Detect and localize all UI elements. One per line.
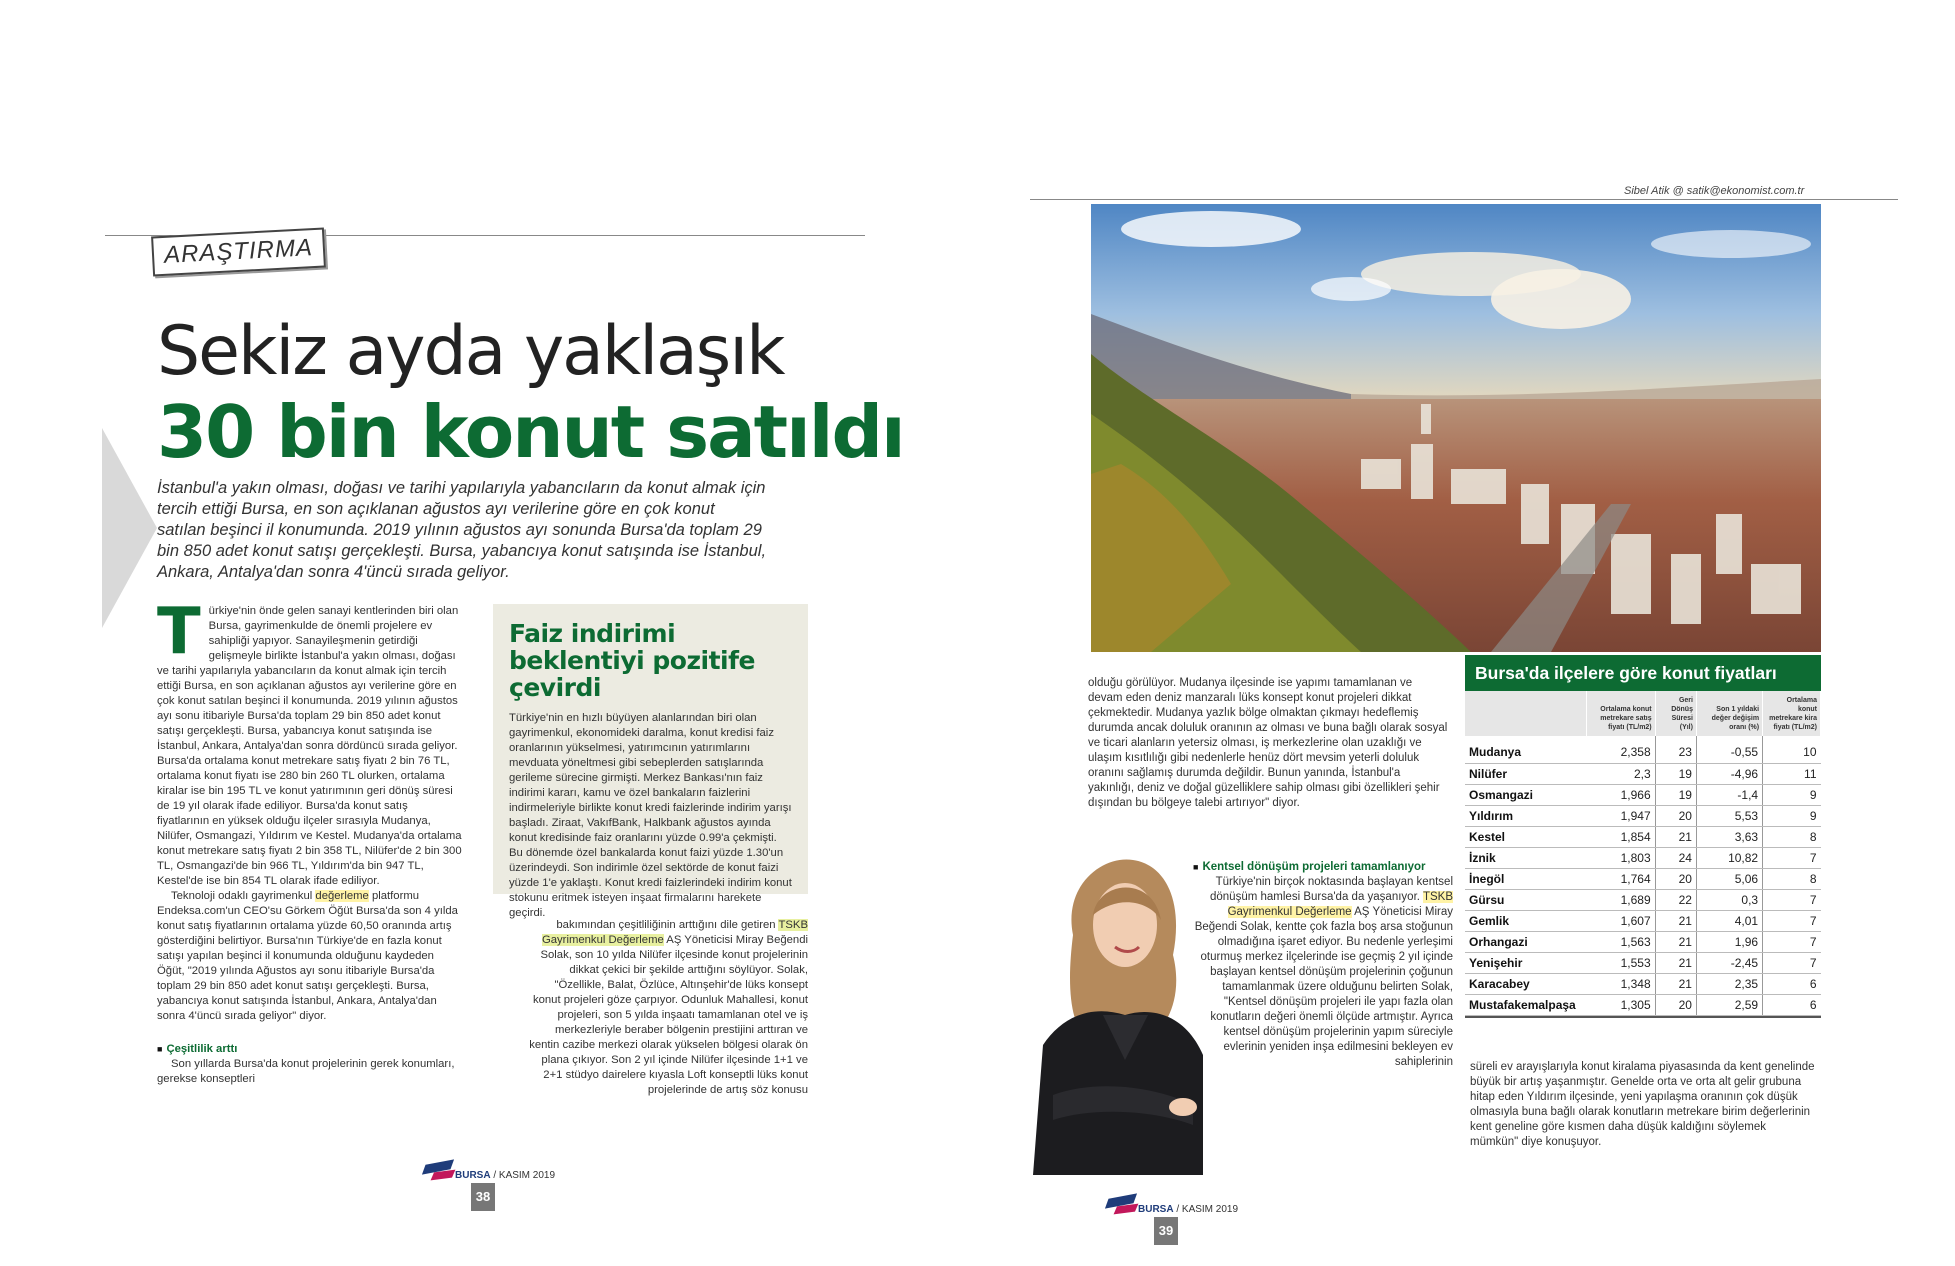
table-cell: 1,803 bbox=[1587, 847, 1655, 868]
table-cell: 23 bbox=[1655, 742, 1696, 763]
price-table bbox=[1465, 655, 1821, 1018]
table-cell: -4,96 bbox=[1696, 763, 1762, 784]
table-row bbox=[1465, 994, 1821, 1015]
highlighted-text: TSKB Gayrimenkul Değerleme bbox=[1227, 891, 1453, 918]
table-cell: 1,348 bbox=[1587, 973, 1655, 994]
header-divider bbox=[1030, 199, 1898, 200]
table-cell: 0,3 bbox=[1696, 889, 1762, 910]
table-cell: 1,966 bbox=[1587, 784, 1655, 805]
table-cell: 1,947 bbox=[1587, 805, 1655, 826]
table-cell: 9 bbox=[1763, 784, 1821, 805]
page-number: 39 bbox=[1154, 1217, 1178, 1245]
subheading: ■ Çeşitlilik arttı bbox=[157, 1042, 462, 1057]
district-name-cell: Gürsu bbox=[1465, 889, 1587, 910]
table-cell: 2,35 bbox=[1696, 973, 1762, 994]
table-cell: 6 bbox=[1763, 973, 1821, 994]
price-table-title: Bursa'da ilçelere göre konut fiyatları bbox=[1465, 655, 1821, 691]
table-cell: 2,358 bbox=[1587, 742, 1655, 763]
district-name-cell: Orhangazi bbox=[1465, 931, 1587, 952]
table-cell: 7 bbox=[1763, 952, 1821, 973]
headline-line-1: Sekiz ayda yaklaşık bbox=[157, 312, 784, 391]
table-cell: -2,45 bbox=[1696, 952, 1762, 973]
table-cell: 1,689 bbox=[1587, 889, 1655, 910]
table-cell: 1,854 bbox=[1587, 826, 1655, 847]
city-panorama-photo bbox=[1091, 204, 1821, 652]
table-cell: 7 bbox=[1763, 889, 1821, 910]
paragraph: Türkiye'nin birçok noktasında başlayan kentsel dönüşüm hamlesi Bursa'da da yaşanıyor. TSKB Gayrimenkul Değerleme AŞ Yöneticisi Miray Beğendi Solak, kentte çok fazla boş arsa stoğunun olmadığına işaret ediyor. Bu nedenle yerleşimi oturmuş merkez ilçelerinde ise geçmiş 2 yıl içinde başlayan kentsel dönüşüm projelerinin çoğunun tamamlanmak üzere olduğunu belirten Solak, "Kentsel dönüşüm projeleri ile yapı fazla olan konutların değeri önemli ölçüde artmıştır. Ayrıca kentsel dönüşüm projelerinin yapım süreciyle evlerinin yeniden inşa edilmesini bekleyen ev sahiplerinin bbox=[1194, 876, 1453, 1068]
table-cell: 10,82 bbox=[1696, 847, 1762, 868]
district-name-cell: Kestel bbox=[1465, 826, 1587, 847]
table-cell: 21 bbox=[1655, 931, 1696, 952]
table-row bbox=[1465, 826, 1821, 847]
table-row bbox=[1465, 889, 1821, 910]
headline-line-2: 30 bin konut satıldı bbox=[157, 390, 904, 474]
table-cell: 1,553 bbox=[1587, 952, 1655, 973]
table-cell: 6 bbox=[1763, 994, 1821, 1015]
article-column-right-2 bbox=[1193, 860, 1453, 1070]
article-column-1 bbox=[157, 595, 462, 1087]
table-cell: 20 bbox=[1655, 805, 1696, 826]
table-cell: 22 bbox=[1655, 889, 1696, 910]
table-cell: 19 bbox=[1655, 763, 1696, 784]
magazine-logo-icon bbox=[1108, 1192, 1138, 1218]
table-cell: 9 bbox=[1763, 805, 1821, 826]
district-name-cell: Yenişehir bbox=[1465, 952, 1587, 973]
table-cell: -0,55 bbox=[1696, 742, 1762, 763]
district-name-cell: İnegöl bbox=[1465, 868, 1587, 889]
district-name-cell: Karacabey bbox=[1465, 973, 1587, 994]
table-cell: 7 bbox=[1763, 847, 1821, 868]
table-row bbox=[1465, 931, 1821, 952]
table-cell: 10 bbox=[1763, 742, 1821, 763]
table-cell: 1,607 bbox=[1587, 910, 1655, 931]
table-row bbox=[1465, 805, 1821, 826]
table-header: Ortalama konut metrekare satış fiyatı (TL/m2) bbox=[1587, 691, 1655, 736]
table-cell: 2,3 bbox=[1587, 763, 1655, 784]
district-name-cell: Osmangazi bbox=[1465, 784, 1587, 805]
table-cell: 1,305 bbox=[1587, 994, 1655, 1015]
price-table-grid bbox=[1465, 691, 1821, 1016]
table-row bbox=[1465, 868, 1821, 889]
table-cell: 24 bbox=[1655, 847, 1696, 868]
portrait-photo bbox=[1033, 845, 1203, 1175]
district-name-cell: Mustafakemalpaşa bbox=[1465, 994, 1587, 1015]
district-name-cell: Nilüfer bbox=[1465, 763, 1587, 784]
table-row bbox=[1465, 973, 1821, 994]
table-header: Ortalama konut metrekare kira fiyatı (TL/m2) bbox=[1763, 691, 1821, 736]
sidebar-box-title: Faiz indirimi beklentiyi pozitife çevirdi bbox=[509, 619, 755, 702]
table-cell: 7 bbox=[1763, 910, 1821, 931]
table-cell: 2,59 bbox=[1696, 994, 1762, 1015]
table-cell: 7 bbox=[1763, 931, 1821, 952]
table-cell: 5,53 bbox=[1696, 805, 1762, 826]
table-cell: 5,06 bbox=[1696, 868, 1762, 889]
city-panorama-image bbox=[1091, 204, 1821, 652]
highlighted-text: değerleme bbox=[315, 890, 369, 902]
table-cell: 21 bbox=[1655, 952, 1696, 973]
table-cell: 19 bbox=[1655, 784, 1696, 805]
table-cell: -1,4 bbox=[1696, 784, 1762, 805]
woman-portrait-image bbox=[1033, 845, 1203, 1175]
article-column-2: bakımından çeşitliliğinin arttığını dile getiren TSKB Gayrimenkul Değerleme AŞ Yöneticisi Miray Beğendi Solak, son 10 yılda Nilüfer ilçesinde konut projelerinin dikkat çekici bir şekilde arttığını söylüyor. Solak, "Özellikle, Balat, Özlüce, Altınşehir'de lüks konsept konut projeleri göze çarpıyor. Odunluk Mahallesi, konut projeleri, son 5 yılda inşaatı tamamlanan otel ve iş merkezleriyle beraber bölgenin prestijini arttıran ve kentin cazibe merkezi olarak yükselen bölgesi olarak ön plana çıkıyor. Son 2 yıl içinde Nilüfer ilçesinde 1+1 ve 2+1 stüdyo dairelere kıyasla Loft konseptli lüks konut projelerinde de artış söz konusu bbox=[529, 919, 808, 1096]
drop-cap: T bbox=[157, 595, 201, 669]
article-lead: İstanbul'a yakın olması, doğası ve tarihi yapılarıyla yabancıların da konut almak için tercih ettiği Bursa, en son açıklanan ağustos ayı verilerine göre en çok konut satılan beşinci il konumunda. 2019 yılının ağustos ayı sonunda Bursa'da toplam 29 bin 850 adet konut satışı gerçekleşti. Bursa, yabancıya konut satışında ise İstanbul, Ankara, Antalya'dan sonra 4'üncü sırada geliyor. bbox=[157, 479, 767, 581]
district-name-cell: Yıldırım bbox=[1465, 805, 1587, 826]
paragraph: Son yıllarda Bursa'da konut projelerinin gerek konumları, gerekse konseptleri bbox=[157, 1058, 455, 1085]
section-tag: ARAŞTIRMA bbox=[151, 227, 326, 276]
table-cell: 4,01 bbox=[1696, 910, 1762, 931]
decorative-triangle bbox=[102, 428, 157, 628]
table-row bbox=[1465, 784, 1821, 805]
table-cell: 8 bbox=[1763, 868, 1821, 889]
paragraph: Teknoloji odaklı gayrimenkul değerleme platformu Endeksa.com'un CEO'su Görkem Öğüt Bursa'da son 4 yılda konut satış fiyatlarının ortalama yüzde 60,50 oranında artış gösterdiğini belirtiyor. Bursa'nın Türkiye'de en fazla konut satışı yapılan beşinci il konumunda olduğunu kaydeden Öğüt, "2019 yılında Ağustos ayı sonu itibariyle Bursa'da toplam 29 bin 850 adet konut satışı gerçekleşti. Bursa, yabancıya konut satışında İstanbul, Ankara, Antalya'dan sonra 4'üncü sırada geliyor" diyor. bbox=[157, 890, 458, 1022]
paragraph: ürkiye'nin önde gelen sanayi kentlerinden biri olan Bursa, gayrimenkulde de önemli projelere ev sahipliği yapıyor. Sanayileşmenin getirdiği gelişmeyle birlikte İstanbul'a yakın olması, doğası ve tarihi yapılarıyla yabancıların da konut almak için tercih ettiği Bursa, en son açıklanan ağustos ayı verilerine göre en çok konut satılan beşinci il konumunda. 2019 yılının ağustos ayı sonu itibariyle Bursa'da toplam 29 bin 850 adet konut satışı gerçekleşti. Bursa, yabancıya konut satışında ise İstanbul, Ankara, Antalya'dan sonra dördüncü sırada geliyor. Bursa'da ortalama konut metrekare satış fiyatı 2 bin 76 TL, ortalama konut fiyatı ise 280 bin 260 TL olurken, ortalama kiralar ise bin 195 TL ve konut yatırımının geri dönüş süresi de 19 yıl olarak ifade ediliyor. Bursa'da konut satış fiyatlarının en yüksek olduğu ilçeler sırasıyla Mudanya, Nilüfer, Osmangazi, Yıldırım ve Kestel. Mudanya'da ortalama konut metrekare satış fiyatı 2 bin 358 TL, Nilüfer'de 2 bin 300 TL, Osmangazi'de bin 966 TL, Yıldırım'da bin 947 TL, Kestel'de ise bin 854 TL olarak ifade ediliyor. bbox=[157, 605, 462, 887]
table-cell: 21 bbox=[1655, 973, 1696, 994]
table-cell: 1,563 bbox=[1587, 931, 1655, 952]
author-byline: Sibel Atik @ satik@ekonomist.com.tr bbox=[1624, 185, 1805, 197]
district-name-cell: Mudanya bbox=[1465, 742, 1587, 763]
table-row bbox=[1465, 742, 1821, 763]
district-name-cell: Gemlik bbox=[1465, 910, 1587, 931]
table-cell: 8 bbox=[1763, 826, 1821, 847]
table-cell: 21 bbox=[1655, 826, 1696, 847]
table-row bbox=[1465, 763, 1821, 784]
table-cell: 11 bbox=[1763, 763, 1821, 784]
table-header: Geri Dönüş Süresi (Yıl) bbox=[1655, 691, 1696, 736]
table-row bbox=[1465, 910, 1821, 931]
sidebar-box bbox=[493, 604, 808, 919]
table-cell: 1,96 bbox=[1696, 931, 1762, 952]
footer-issue: BURSA / KASIM 2019 bbox=[1138, 1204, 1239, 1215]
magazine-logo-icon bbox=[425, 1158, 455, 1184]
table-bottom-rule bbox=[1465, 1016, 1821, 1018]
article-column-right-3: süreli ev arayışlarıyla konut kiralama piyasasında da kent genelinde büyük bir artış yaşanmıştır. Genelde orta ve orta alt gelir grubuna hitap eden Yıldırım ilçesinde, yeni yapılaşma oranının çok düşük olmasıyla buna bağlı olarak konutların metrekare birim değerlerinin kent geneline göre kısmen daha düşük kaldığını söylemek mümkün" diye konuşuyor. bbox=[1470, 1061, 1815, 1148]
page-number: 38 bbox=[471, 1183, 495, 1211]
table-cell: 21 bbox=[1655, 910, 1696, 931]
table-cell: 3,63 bbox=[1696, 826, 1762, 847]
table-cell: 20 bbox=[1655, 994, 1696, 1015]
table-row bbox=[1465, 847, 1821, 868]
article-column-right-1: olduğu görülüyor. Mudanya ilçesinde ise yapımı tamamlanan ve devam eden deniz manzaralı lüks konsept konut projeleri dikkat çekmektedir. Mudanya yazlık bölge olmaktan çıkmayı hedeflemiş durumda ancak doluluk oranının az olması ve buna bağlı olarak sosyal ve ticari alanların yetersiz olması, iş merkezlerine olan uzaklığı ve ulaşım kısıtlılığı gibi nedenlerle henüz dört mevsim yeterli doluluk oranını sağlamış durumda değildir. Bunun yanında, İstanbul'a yakınlığı, deniz ve doğal güzelliklere sahip olması gibi özellikleri şehir dışından bu bölgeye talebi artırıyor" diyor. bbox=[1088, 677, 1448, 809]
sidebar-box-text: Türkiye'nin en hızlı büyüyen alanlarından biri olan gayrimenkul, ekonomideki daralma, konut kredisi faiz oranlarının yükselmesi, yatırımcının yatırımlarını mevduata yöneltmesi gibi sebeplerden satışlarında gerileme sürecine girmişti. Merkez Bankası'nın faiz indirimi kararı, kamu ve özel bankaların faizlerini indirmeleriyle birlikte konut kredi faizlerinde indirim yarışı başladı. Ziraat, VakıfBank, Halkbank ağustos ayında konut kredisinde faiz oranlarını yüzde 0.99'a çekmişti. Bu dönemde özel bankalarda konut faizi yüzde 1.30'un üzerindeydi. Son indirimle özel sektörde de konut faizi yüzde 1'e yaklaştı. Konut kredi faizlerindeki indirim konut stokunu eritmek isteyen inşaat firmalarını harekete geçirdi. bbox=[509, 712, 792, 919]
table-row bbox=[1465, 952, 1821, 973]
page-right bbox=[978, 0, 1955, 1266]
highlighted-text: TSKB Gayrimenkul Değerleme bbox=[541, 919, 808, 946]
subheading: ■ Kentsel dönüşüm projeleri tamamlanıyor bbox=[1193, 860, 1453, 875]
table-cell: 1,764 bbox=[1587, 868, 1655, 889]
table-header bbox=[1465, 691, 1587, 736]
table-cell: 20 bbox=[1655, 868, 1696, 889]
footer-issue: BURSA / KASIM 2019 bbox=[455, 1170, 556, 1181]
table-header: Son 1 yıldaki değer değişim oranı (%) bbox=[1696, 691, 1762, 736]
district-name-cell: İznik bbox=[1465, 847, 1587, 868]
